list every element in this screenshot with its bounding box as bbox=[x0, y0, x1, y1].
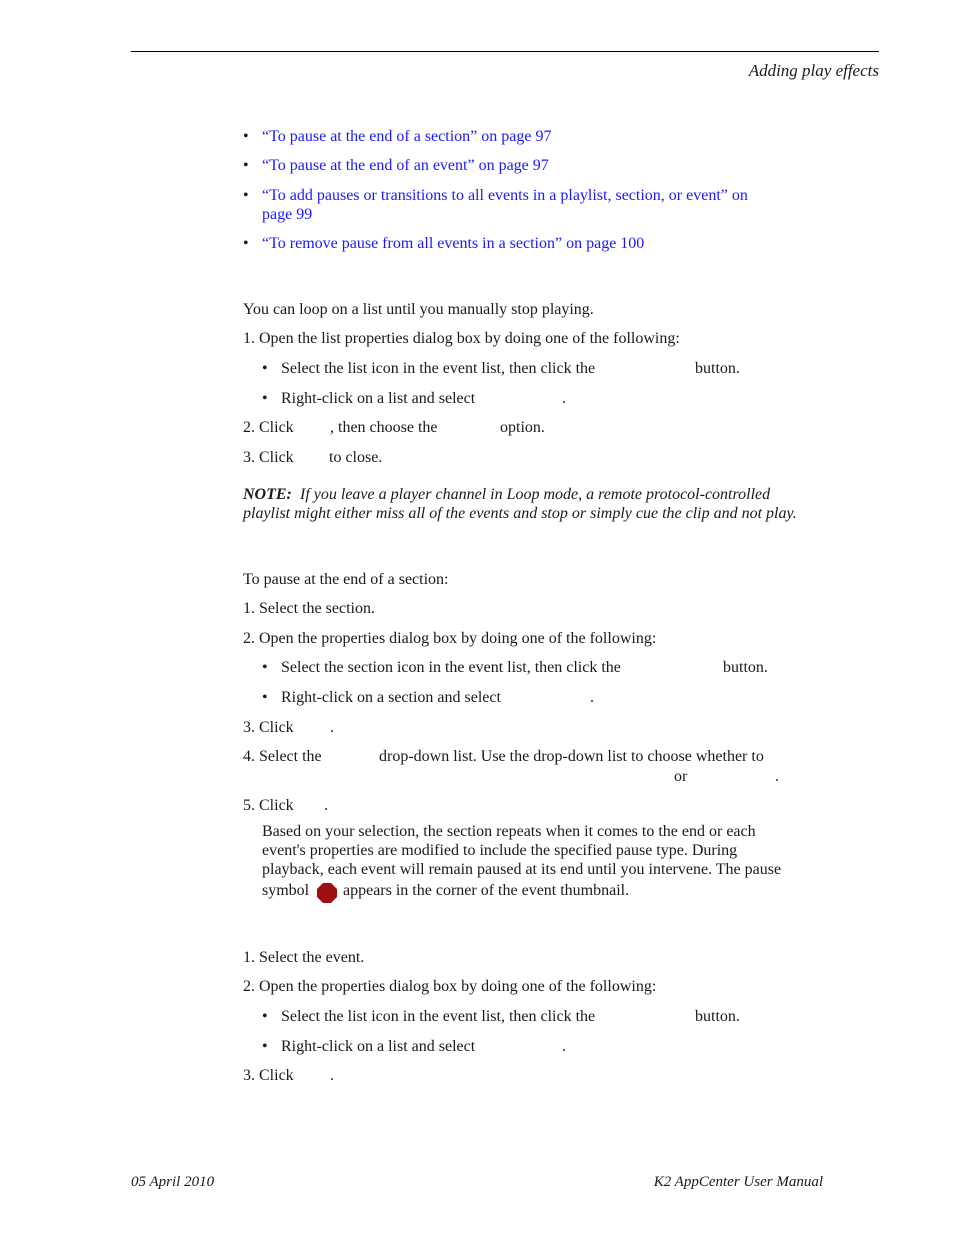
bullet: • bbox=[262, 390, 268, 407]
section-intro: To pause at the end of a section: bbox=[243, 571, 449, 588]
footer-manual-title: K2 AppCenter User Manual bbox=[653, 1174, 823, 1190]
pause-symbol-icon bbox=[317, 883, 337, 903]
bullet: • bbox=[262, 689, 268, 706]
loop-intro: You can loop on a list until you manually stop playing. bbox=[243, 301, 594, 318]
section-step-4: 4. Select the bbox=[243, 748, 322, 765]
section-para-line-4: symbol bbox=[262, 882, 310, 899]
header-rule bbox=[131, 51, 879, 52]
event-step-2b-end: . bbox=[562, 1038, 566, 1055]
event-step-3-end: . bbox=[330, 1067, 334, 1084]
section-para-line-2: event's properties are modified to include the specified pause type. During bbox=[262, 842, 738, 859]
bullet: • bbox=[243, 187, 249, 204]
section-step-3-end: . bbox=[330, 719, 334, 736]
link-pause-end-event[interactable]: “To pause at the end of an event” on page 97 bbox=[262, 157, 549, 174]
loop-step-2: 2. Click bbox=[243, 419, 294, 436]
section-step-5-end: . bbox=[324, 797, 328, 814]
loop-step-3: 3. Click bbox=[243, 449, 294, 466]
event-step-2b: Right-click on a list and select bbox=[281, 1038, 476, 1055]
note-line-2: playlist might either miss all of the events and stop or simply cue the clip and not play. bbox=[243, 505, 797, 522]
loop-step-1: 1. Open the list properties dialog box by doing one of the following: bbox=[243, 330, 680, 347]
loop-step-3-end: to close. bbox=[329, 449, 383, 466]
loop-step-1b: Right-click on a list and select bbox=[281, 390, 476, 407]
loop-step-1b-end: . bbox=[562, 390, 566, 407]
section-step-2: 2. Open the properties dialog box by doing one of the following: bbox=[243, 630, 657, 647]
section-para-line-4-end: appears in the corner of the event thumbnail. bbox=[343, 882, 630, 899]
section-step-4-or: or bbox=[674, 768, 688, 785]
bullet: • bbox=[262, 1038, 268, 1055]
loop-step-2-end: option. bbox=[500, 419, 545, 436]
link-add-pauses-transitions[interactable]: “To add pauses or transitions to all events in a playlist, section, or event” on bbox=[262, 187, 748, 204]
event-step-3: 3. Click bbox=[243, 1067, 294, 1084]
event-step-2a-end: button. bbox=[695, 1008, 740, 1025]
loop-step-1a: Select the list icon in the event list, then click the bbox=[281, 360, 596, 377]
section-step-2b: Right-click on a section and select bbox=[281, 689, 501, 706]
section-step-3: 3. Click bbox=[243, 719, 294, 736]
bullet: • bbox=[243, 157, 249, 174]
section-step-1: 1. Select the section. bbox=[243, 600, 375, 617]
bullet: • bbox=[243, 128, 249, 145]
event-step-2: 2. Open the properties dialog box by doing one of the following: bbox=[243, 978, 657, 995]
note-line-1: If you leave a player channel in Loop mode, a remote protocol-controlled bbox=[300, 486, 771, 503]
bullet: • bbox=[243, 235, 249, 252]
note-label: NOTE: bbox=[243, 486, 292, 503]
bullet: • bbox=[262, 1008, 268, 1025]
link-pause-end-section[interactable]: “To pause at the end of a section” on page 97 bbox=[262, 128, 552, 145]
link-add-pauses-transitions-page[interactable]: page 99 bbox=[262, 206, 313, 223]
section-step-2a: Select the section icon in the event list, then click the bbox=[281, 659, 621, 676]
section-step-4-text: drop-down list. Use the drop-down list to choose whether to bbox=[379, 748, 764, 765]
section-step-2a-end: button. bbox=[723, 659, 768, 676]
event-step-2a: Select the list icon in the event list, then click the bbox=[281, 1008, 596, 1025]
section-para-line-1: Based on your selection, the section repeats when it comes to the end or each bbox=[262, 823, 756, 840]
event-step-1: 1. Select the event. bbox=[243, 949, 365, 966]
loop-step-2-mid: , then choose the bbox=[330, 419, 438, 436]
bullet: • bbox=[262, 659, 268, 676]
section-step-5: 5. Click bbox=[243, 797, 294, 814]
bullet: • bbox=[262, 360, 268, 377]
section-step-2b-end: . bbox=[590, 689, 594, 706]
section-step-4-end: . bbox=[775, 768, 779, 785]
footer-date: 05 April 2010 bbox=[131, 1174, 215, 1190]
loop-step-1a-end: button. bbox=[695, 360, 740, 377]
section-para-line-3: playback, each event will remain paused at its end until you intervene. The pause bbox=[262, 861, 782, 878]
running-header: Adding play effects bbox=[748, 61, 879, 80]
link-remove-pause[interactable]: “To remove pause from all events in a section” on page 100 bbox=[262, 235, 645, 252]
